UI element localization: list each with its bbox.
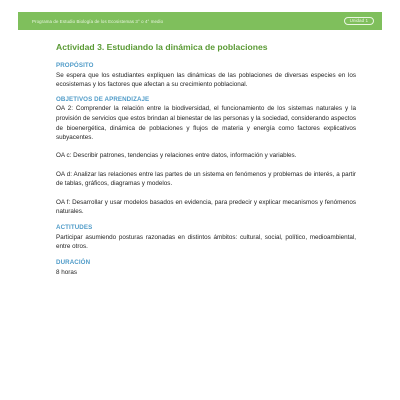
section-label-duracion: DURACIÓN xyxy=(56,258,91,266)
objective-oac: OA c: Describir patrones, tendencias y relaciones entre datos, información y variables. xyxy=(56,152,297,160)
objective-oad: OA d: Analizar las relaciones entre las partes de un sistema en fenómenos y problemas de interés, a partir de tablas, gráficos, diagramas y modelos. xyxy=(56,170,356,188)
proposito-text: Se espera que los estudiantes expliquen las dinámicas de las poblaciones de diversas especies en los ecosistemas y los factores que afectan a su crecimiento poblacional. xyxy=(56,71,356,89)
unit-badge: Unidad 1 xyxy=(344,17,374,26)
section-duracion xyxy=(56,259,356,277)
page-header xyxy=(18,12,382,30)
section-actitudes xyxy=(56,224,356,252)
section-proposito xyxy=(56,62,356,90)
document-body xyxy=(56,42,356,277)
duracion-text: 8 horas xyxy=(56,268,78,276)
header-title: Programa de Estudio Biología de los Ecosistemas 3° o 4° medio xyxy=(32,18,164,24)
objective-oaf: OA f: Desarrollar y usar modelos basados en evidencia, para predecir y explicar mecanismos y fenómenos naturales. xyxy=(56,198,356,216)
actitudes-text: Participar asumiendo posturas razonadas en distintos ámbitos: cultural, social, político, medioambiental, entre otros. xyxy=(56,233,356,251)
section-objetivos xyxy=(56,96,356,217)
section-label-objetivos: OBJETIVOS DE APRENDIZAJE xyxy=(56,95,150,103)
objective-oa2: OA 2: Comprender la relación entre la biodiversidad, el funcionamiento de los sistemas naturales y la provisión de servicios que estos brindan al bienestar de las personas y la sociedad, considerando aspectos de bioenergética, dinámica de poblaciones y flujos de materia y energía como factores explicativos subyacentes. xyxy=(56,105,356,142)
section-label-actitudes: ACTITUDES xyxy=(56,223,93,231)
section-label-proposito: PROPÓSITO xyxy=(56,62,94,69)
page-title: Actividad 3. Estudiando la dinámica de poblaciones xyxy=(56,42,268,52)
